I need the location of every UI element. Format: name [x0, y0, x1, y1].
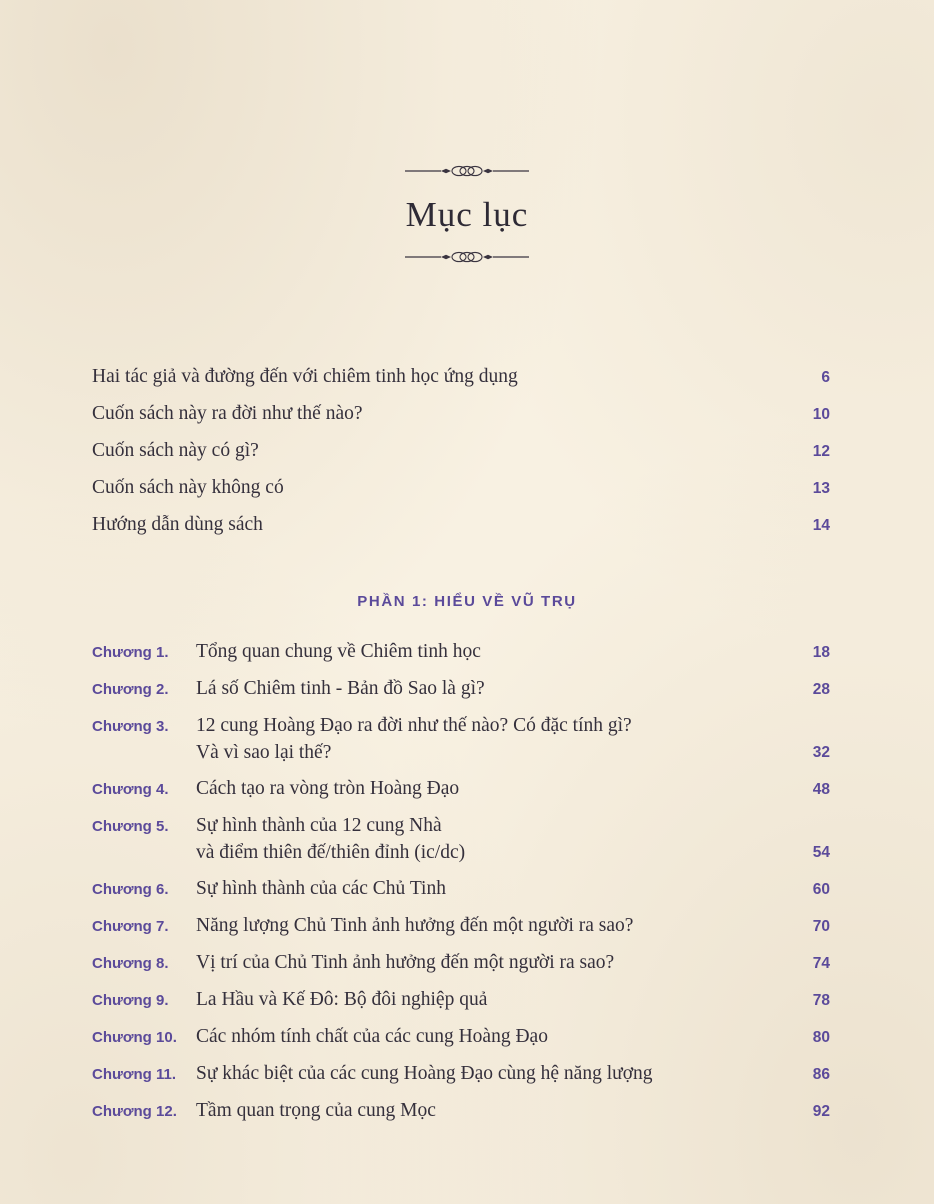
chapter-entry [92, 1060, 830, 1088]
entry-title: Cuốn sách này không có [92, 477, 284, 498]
chapter-page-number: 86 [812, 1066, 830, 1083]
entry-page-number: 10 [812, 406, 830, 423]
entry-page-number: 13 [812, 480, 830, 497]
chapter-title-line1: Lá số Chiêm tinh - Bản đồ Sao là gì? [196, 678, 485, 699]
chapter-title [196, 775, 796, 802]
entry-title: Hai tác giả và đường đến với chiêm tinh học ứng dụng [92, 366, 518, 387]
chapter-entry [92, 775, 830, 803]
chapter-label: Chương 1. [92, 644, 169, 661]
chapter-title-line1: Sự khác biệt của các cung Hoàng Đạo cùng hệ năng lượng [196, 1063, 653, 1084]
chapter-label: Chương 3. [92, 718, 169, 735]
chapter-page-number: 92 [812, 1103, 830, 1120]
chapter-entry [92, 875, 830, 903]
chapter-label: Chương 8. [92, 955, 169, 972]
chapter-page-number: 78 [812, 992, 830, 1009]
chapter-title [196, 949, 796, 976]
chapter-title-line1: 12 cung Hoàng Đạo ra đời như thế nào? Có đặc tính gì? [196, 715, 632, 736]
chapter-entry [92, 986, 830, 1014]
chapter-label: Chương 10. [92, 1029, 177, 1046]
toc-header [0, 0, 934, 265]
entry-title: Cuốn sách này ra đời như thế nào? [92, 403, 363, 424]
entry-page-number: 14 [812, 517, 830, 534]
entry-title: Cuốn sách này có gì? [92, 440, 259, 461]
chapter-title [196, 638, 796, 665]
chapter-label: Chương 6. [92, 881, 169, 898]
part1-heading: PHẦN 1: HIỂU VỀ VŨ TRỤ [357, 593, 577, 610]
chapter-entry [92, 1023, 830, 1051]
chapter-entry [92, 638, 830, 666]
chapter-title-line1: Các nhóm tính chất của các cung Hoàng Đạo [196, 1026, 548, 1047]
chapter-label: Chương 2. [92, 681, 169, 698]
entry-page-number: 6 [821, 369, 830, 386]
chapter-title-line1: Tầm quan trọng của cung Mọc [196, 1100, 436, 1121]
chapter-entry [92, 912, 830, 940]
front-matter-entry [92, 437, 830, 465]
front-matter-entry [92, 511, 830, 539]
front-matter-entry [92, 363, 830, 391]
chapter-entry [92, 812, 830, 866]
chapter-title [196, 875, 796, 902]
chapter-label: Chương 12. [92, 1103, 177, 1120]
chapter-title [196, 812, 796, 866]
chapter-label: Chương 9. [92, 992, 169, 1009]
chapter-title-line1: La Hầu và Kế Đô: Bộ đôi nghiệp quả [196, 989, 488, 1010]
chapter-entry [92, 712, 830, 766]
chapter-title [196, 675, 796, 702]
page-title: Mục lục [405, 195, 529, 234]
chapter-page-number: 70 [812, 918, 830, 935]
front-matter-list [92, 363, 830, 539]
chapter-title [196, 986, 796, 1013]
chapter-title [196, 1060, 796, 1087]
ornament-bottom-flourish [0, 249, 934, 265]
chapter-title [196, 1097, 796, 1124]
chapter-page-number: 60 [812, 881, 830, 898]
chapter-title-line2: Và vì sao lại thế? [196, 742, 332, 763]
entry-title: Hướng dẫn dùng sách [92, 514, 263, 535]
chapter-title-line1: Cách tạo ra vòng tròn Hoàng Đạo [196, 778, 460, 799]
chapter-page-number: 48 [812, 781, 830, 798]
chapter-title [196, 1023, 796, 1050]
chapter-title-line2: và điểm thiên đế/thiên đỉnh (ic/dc) [196, 842, 466, 863]
chapter-page-number: 80 [812, 1029, 830, 1046]
chapter-title-line1: Năng lượng Chủ Tinh ảnh hưởng đến một người ra sao? [196, 915, 634, 936]
entry-page-number: 12 [812, 443, 830, 460]
front-matter-entry [92, 400, 830, 428]
chapter-label: Chương 7. [92, 918, 169, 935]
chapter-page-number: 28 [812, 681, 830, 698]
chapter-page-number: 32 [812, 744, 830, 761]
chapter-entry [92, 949, 830, 977]
chapter-title [196, 912, 796, 939]
chapter-title-line1: Sự hình thành của các Chủ Tinh [196, 878, 446, 899]
chapter-page-number: 74 [812, 955, 830, 972]
chapter-title [196, 712, 796, 766]
chapter-label: Chương 5. [92, 818, 169, 835]
chapter-list [92, 638, 830, 1125]
chapter-label: Chương 4. [92, 781, 169, 798]
chapter-title-line1: Sự hình thành của 12 cung Nhà [196, 815, 442, 836]
front-matter-entry [92, 474, 830, 502]
chapter-title-line1: Tổng quan chung về Chiêm tinh học [196, 641, 481, 662]
chapter-page-number: 54 [812, 844, 830, 861]
chapter-entry [92, 675, 830, 703]
chapter-title-line1: Vị trí của Chủ Tinh ảnh hưởng đến một người ra sao? [196, 952, 615, 973]
ornament-top-flourish [0, 163, 934, 179]
chapter-entry [92, 1097, 830, 1125]
chapter-label: Chương 11. [92, 1066, 177, 1083]
chapter-page-number: 18 [812, 644, 830, 661]
